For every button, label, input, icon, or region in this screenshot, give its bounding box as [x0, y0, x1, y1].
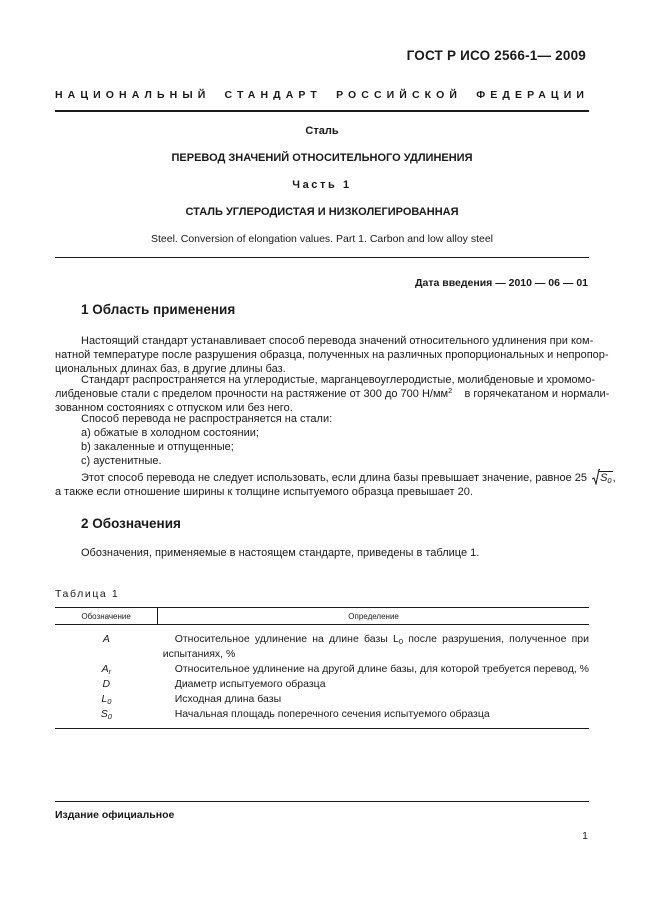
table-row: [55, 662, 589, 677]
section-1-paragraph-3: [55, 412, 589, 468]
introduction-date: Дата введения — 2010 — 06 — 01: [415, 277, 588, 289]
table-row: [55, 707, 589, 729]
text-line: натной температуре после разрушения образца, полученных на различных пропорциональных и непропор-: [55, 349, 609, 361]
list-item: с) аустенитные.: [81, 455, 162, 467]
section-1-paragraph-2: [55, 373, 610, 415]
table-row: [55, 625, 589, 663]
symbol-cell: [55, 625, 158, 663]
text-line: а также если отношение ширины к толщине испытуемого образца превышает 20.: [55, 486, 473, 498]
definition-line: Начальная площадь поперечного сечения испытуемого образца: [174, 708, 490, 720]
text-line: Настоящий стандарт устанавливает способ перевода значений относительного удлинения при ком-: [81, 335, 594, 347]
column-header-definition: Определение: [158, 608, 589, 625]
section-1-paragraph-1: [55, 334, 609, 376]
symbol-cell: [55, 707, 158, 729]
text-line: зованном состояниях с отпуском или без него.: [55, 402, 293, 414]
footer-divider: [55, 801, 589, 802]
table-row: [55, 692, 589, 707]
section-2-heading: 2 Обозначения: [81, 516, 181, 531]
definition-line: [163, 632, 589, 647]
text-line: циональных длинах баз, в другие длины баз.: [55, 363, 286, 375]
header-divider: [55, 110, 589, 112]
table-caption: Таблица 1: [55, 588, 120, 600]
superscript: 2: [448, 386, 453, 395]
text-fragment: Относительное удлинение на длине базы L: [174, 633, 399, 645]
symbol: D: [102, 678, 111, 690]
symbol: A: [101, 663, 109, 675]
symbol-cell: [55, 692, 158, 707]
text-fragment: после разрушения, полученное при: [408, 633, 590, 645]
radicand-symbol: S: [600, 472, 608, 484]
page-number: 1: [582, 830, 588, 842]
text-fragment: в горячекатаном и нормали-: [464, 388, 610, 400]
section-2-paragraph-1: [55, 546, 589, 560]
text-line: Обозначения, применяемые в настоящем стандарте, приведены в таблице 1.: [81, 547, 480, 559]
column-header-symbol: Обозначение: [55, 608, 158, 625]
definition-cell: [158, 692, 589, 707]
definition-cell: [158, 625, 589, 663]
title-subtitle: СТАЛЬ УГЛЕРОДИСТАЯ И НИЗКОЛЕГИРОВАННАЯ: [185, 206, 459, 218]
text-line: Стандарт распространяется на углеродистые, марганцевоуглеродистые, молибденовые и хромомо-: [81, 374, 595, 386]
text-line: Способ перевода не распространяется на стали:: [81, 413, 333, 425]
radical-sign-icon: [592, 469, 600, 485]
symbol-cell: [55, 662, 158, 677]
title-main: ПЕРЕВОД ЗНАЧЕНИЙ ОТНОСИТЕЛЬНОГО УДЛИНЕНИЯ: [171, 152, 473, 164]
text-fragment: Этот способ перевода не следует использовать, если длина базы превышает значение, равное 25: [81, 472, 588, 484]
symbol: L: [101, 693, 108, 705]
square-root-expression: [592, 471, 613, 485]
section-1-paragraph-4: [55, 471, 616, 499]
subscript: 0: [398, 637, 404, 646]
table-row: [55, 677, 589, 692]
definition-line: Относительное удлинение на другой длине базы, для которой требуется перевод, %: [174, 663, 589, 675]
definition-cell: [158, 677, 589, 692]
table-header-row: [55, 608, 589, 625]
national-standard-banner: НАЦИОНАЛЬНЫЙ СТАНДАРТ РОССИЙСКОЙ ФЕДЕРАЦИИ: [55, 89, 589, 101]
subscript: r: [108, 667, 112, 676]
symbol: A: [102, 633, 110, 645]
title-english: Steel. Conversion of elongation values. Part 1. Carbon and low alloy steel: [150, 233, 494, 245]
title-category: Сталь: [305, 125, 339, 137]
definition-cell: [158, 662, 589, 677]
definition-line: испытаниях, %: [162, 648, 236, 660]
definition-line: Исходная длина базы: [174, 693, 282, 705]
definition-cell: [158, 707, 589, 729]
text-fragment: либденовые стали с пределом прочности на растяжение от 300 до 700 Н/мм: [55, 388, 449, 400]
definition-line: Диаметр испытуемого образца: [174, 678, 326, 690]
symbols-table: [55, 607, 589, 729]
list-item: а) обжатые в холодном состоянии;: [81, 427, 259, 439]
radicand: [599, 471, 613, 484]
list-item: b) закаленные и отпущенные;: [81, 441, 234, 453]
title-part: Часть 1: [292, 179, 352, 191]
subscript: 0: [107, 712, 112, 721]
symbol-cell: [55, 677, 158, 692]
text-line: [55, 386, 610, 401]
subscript: 0: [107, 697, 112, 706]
subscript: 0: [607, 476, 612, 485]
document-number: ГОСТ Р ИСО 2566-1— 2009: [406, 48, 586, 63]
official-edition-label: Издание официальное: [55, 809, 175, 821]
symbol: S: [100, 708, 108, 720]
text-line: [55, 471, 616, 485]
section-1-heading: 1 Область применения: [81, 302, 236, 317]
title-divider: [55, 257, 589, 258]
text-fragment: ,: [612, 472, 616, 484]
